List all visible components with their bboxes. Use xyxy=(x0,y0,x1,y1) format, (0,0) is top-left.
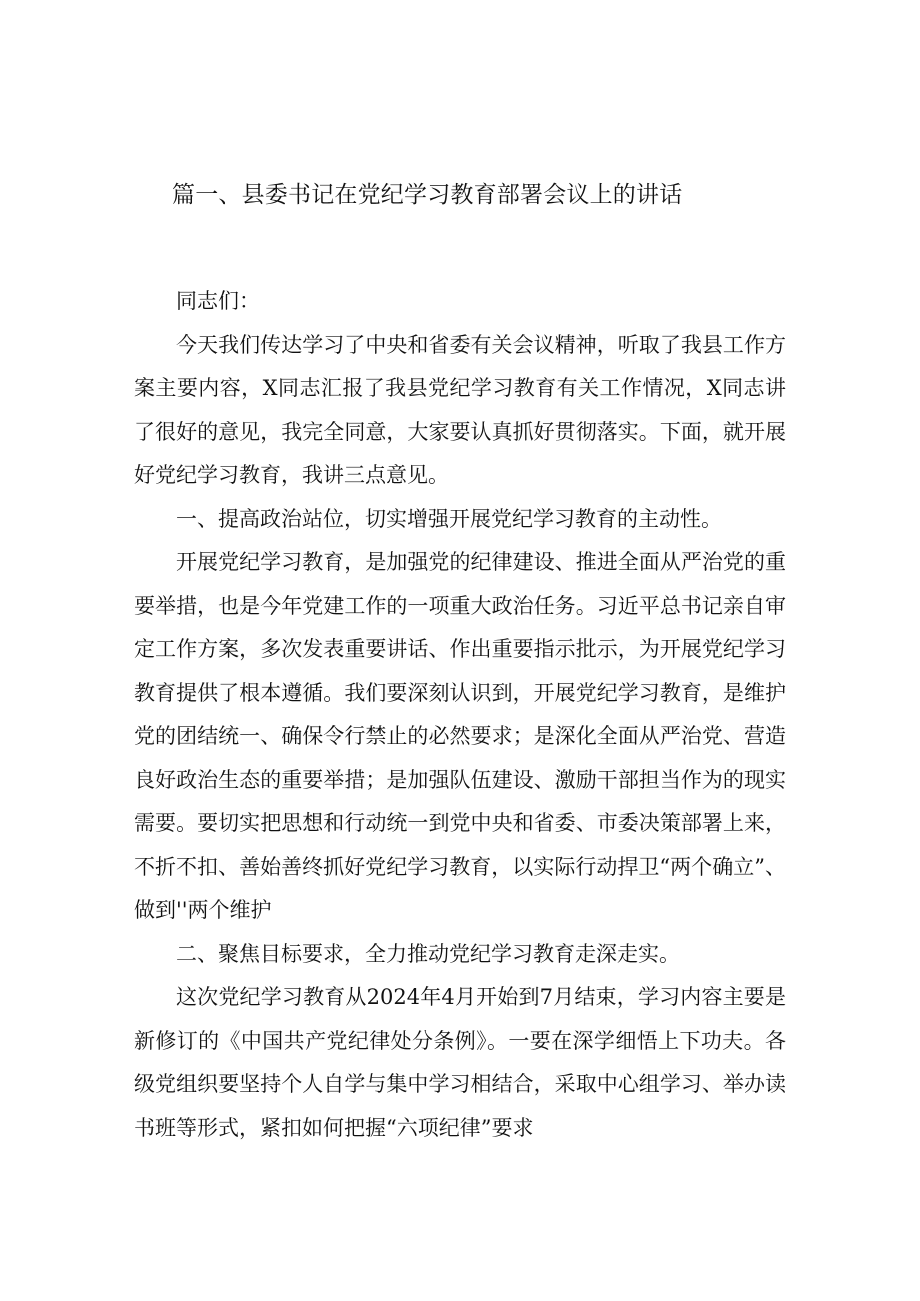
section-heading-2: 二、聚焦目标要求，全力推动党纪学习教育走深走实。 xyxy=(176,941,680,966)
document-body xyxy=(134,280,786,1150)
section-heading-1: 一、提高政治站位，切实增强开展党纪学习教育的主动性。 xyxy=(176,506,722,531)
section-1-paragraph: 开展党纪学习教育，是加强党的纪律建设、推进全面从严治党的重要举措，也是今年党建工作的一项重大政治任务。习近平总书记亲自审定工作方案，多次发表重要讲话、作出重要指示批示，为开展党纪学习教育提供了根本遵循。我们要深刻认识到，开展党纪学习教育，是维护党的团结统一、确保令行禁止的必然要求；是深化全面从严治党、营造良好政治生态的重要举措；是加强队伍建设、激励干部担当作为的现实需要。要切实把思想和行动统一到党中央和省委、市委决策部署上来，不折不扣、善始善终抓好党纪学习教育，以实际行动捍卫“两个确立”、做到''两个维护 xyxy=(134,550,786,922)
document-title: 篇一、县委书记在党纪学习教育部署会议上的讲话 xyxy=(172,182,683,208)
section-2-paragraph: 这次党纪学习教育从2024年4月开始到7月结束，学习内容主要是新修订的《中国共产党纪律处分条例》。一要在深学细悟上下功夫。各级党组织要坚持个人自学与集中学习相结合，采取中心组学习、举办读书班等形式，紧扣如何把握“六项纪律”要求 xyxy=(134,985,786,1140)
salutation-paragraph: 同志们： xyxy=(176,289,260,313)
intro-paragraph: 今天我们传达学习了中央和省委有关会议精神，听取了我县工作方案主要内容，X同志汇报了我县党纪学习教育有关工作情况，X同志讲了很好的意见，我完全同意，大家要认真抓好贯彻落实。下面，就开展好党纪学习教育，我讲三点意见。 xyxy=(134,332,786,487)
